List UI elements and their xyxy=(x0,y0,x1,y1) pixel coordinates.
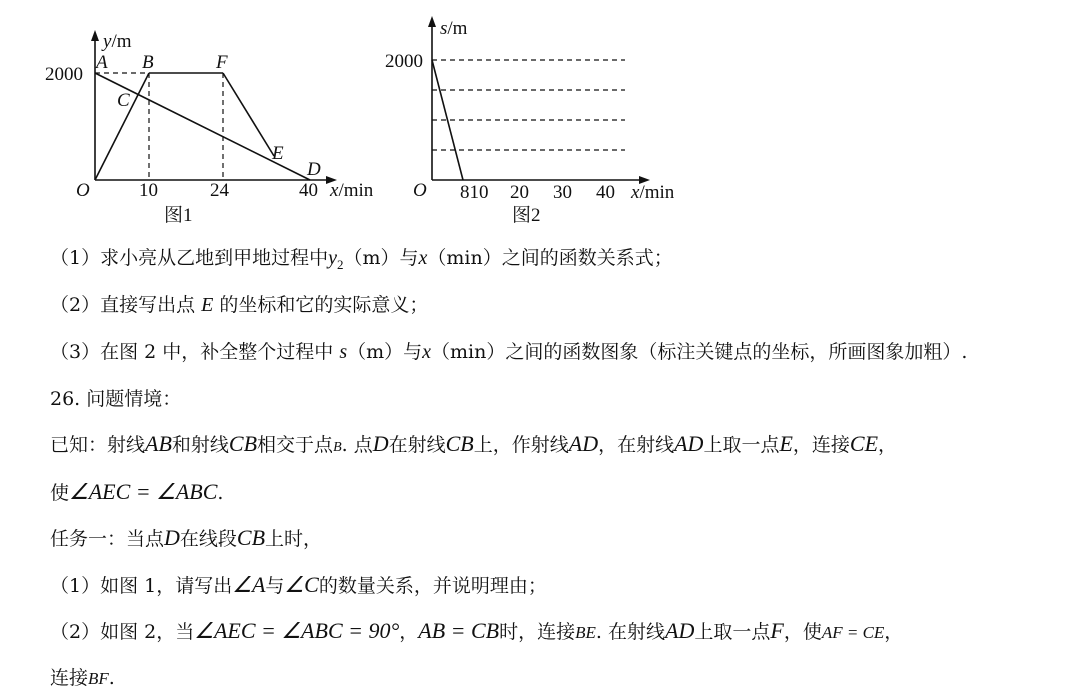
fig1-x-tick-10: 10 xyxy=(139,180,158,201)
fig2-x-tick-30: 30 xyxy=(553,182,572,203)
fig1-point-E: E xyxy=(272,143,284,164)
fig1-y-arrow xyxy=(91,30,99,41)
fig2-x-tick-40: 40 xyxy=(596,182,615,203)
last-line: 连接BF. xyxy=(50,667,115,689)
condition-line: 使∠AEC = ∠ABC. xyxy=(50,479,224,504)
fig1-x-tick-24: 24 xyxy=(210,180,229,201)
fig2-caption: 图2 xyxy=(512,205,541,226)
question-1: （1）求小亮从乙地到甲地过程中$y_2(m)$与x（min）之间的函数关系式； xyxy=(50,247,673,272)
given-line: 已知：射线AB和射线CB相交于点B. 点D在射线CB上，作射线AD，在射线AD上取一点E，连接CE， xyxy=(50,431,898,456)
fig1-point-F: F xyxy=(216,52,228,73)
svg-text:s/m: s/m xyxy=(440,18,468,39)
svg-text:x/min: x/min xyxy=(330,180,374,201)
figure-2 xyxy=(370,0,700,235)
svg-text:y/m: y/m xyxy=(103,31,132,52)
fig1-caption: 图1 xyxy=(164,205,193,226)
svg-text:x/min: x/min xyxy=(631,182,675,203)
figure-1 xyxy=(0,0,400,235)
fig1-point-C: C xyxy=(117,90,130,111)
task-1-line: 任务一：当点D在线段CB上时， xyxy=(50,525,323,550)
fig1-x-tick-40: 40 xyxy=(299,180,318,201)
question-2: （2）直接写出点 E 的坐标和它的实际意义； xyxy=(50,294,429,316)
fig1-y-tick: 2000 xyxy=(45,64,83,85)
fig2-y-tick: 2000 xyxy=(385,51,423,72)
fig2-x-tick-20: 20 xyxy=(510,182,529,203)
fig1-line-FE xyxy=(223,73,274,156)
fig1-point-D: D xyxy=(307,159,321,180)
question-3: （3）在图 2 中，补全整个过程中 s（m）与x（min）之间的函数图象（标注关键点的坐标，所画图象加粗）. xyxy=(50,341,968,363)
fig1-point-B: B xyxy=(142,52,154,73)
fig1-point-A: A xyxy=(96,52,108,73)
fig1-origin: O xyxy=(76,180,90,201)
task-1-question-2: （2）如图 2，当∠AEC = ∠ABC = 90°，AB = CB时，连接BE. 在射线AD上取一点F，使AF = CE， xyxy=(50,618,904,643)
problem-26-title: 26. 问题情境： xyxy=(50,388,182,410)
fig2-x-tick-810: 810 xyxy=(460,182,489,203)
task-1-question-1: （1）如图 1，请写出∠A与∠C的数量关系，并说明理由； xyxy=(50,572,547,597)
fig2-y-arrow xyxy=(428,16,436,27)
fig2-origin: O xyxy=(413,180,427,201)
